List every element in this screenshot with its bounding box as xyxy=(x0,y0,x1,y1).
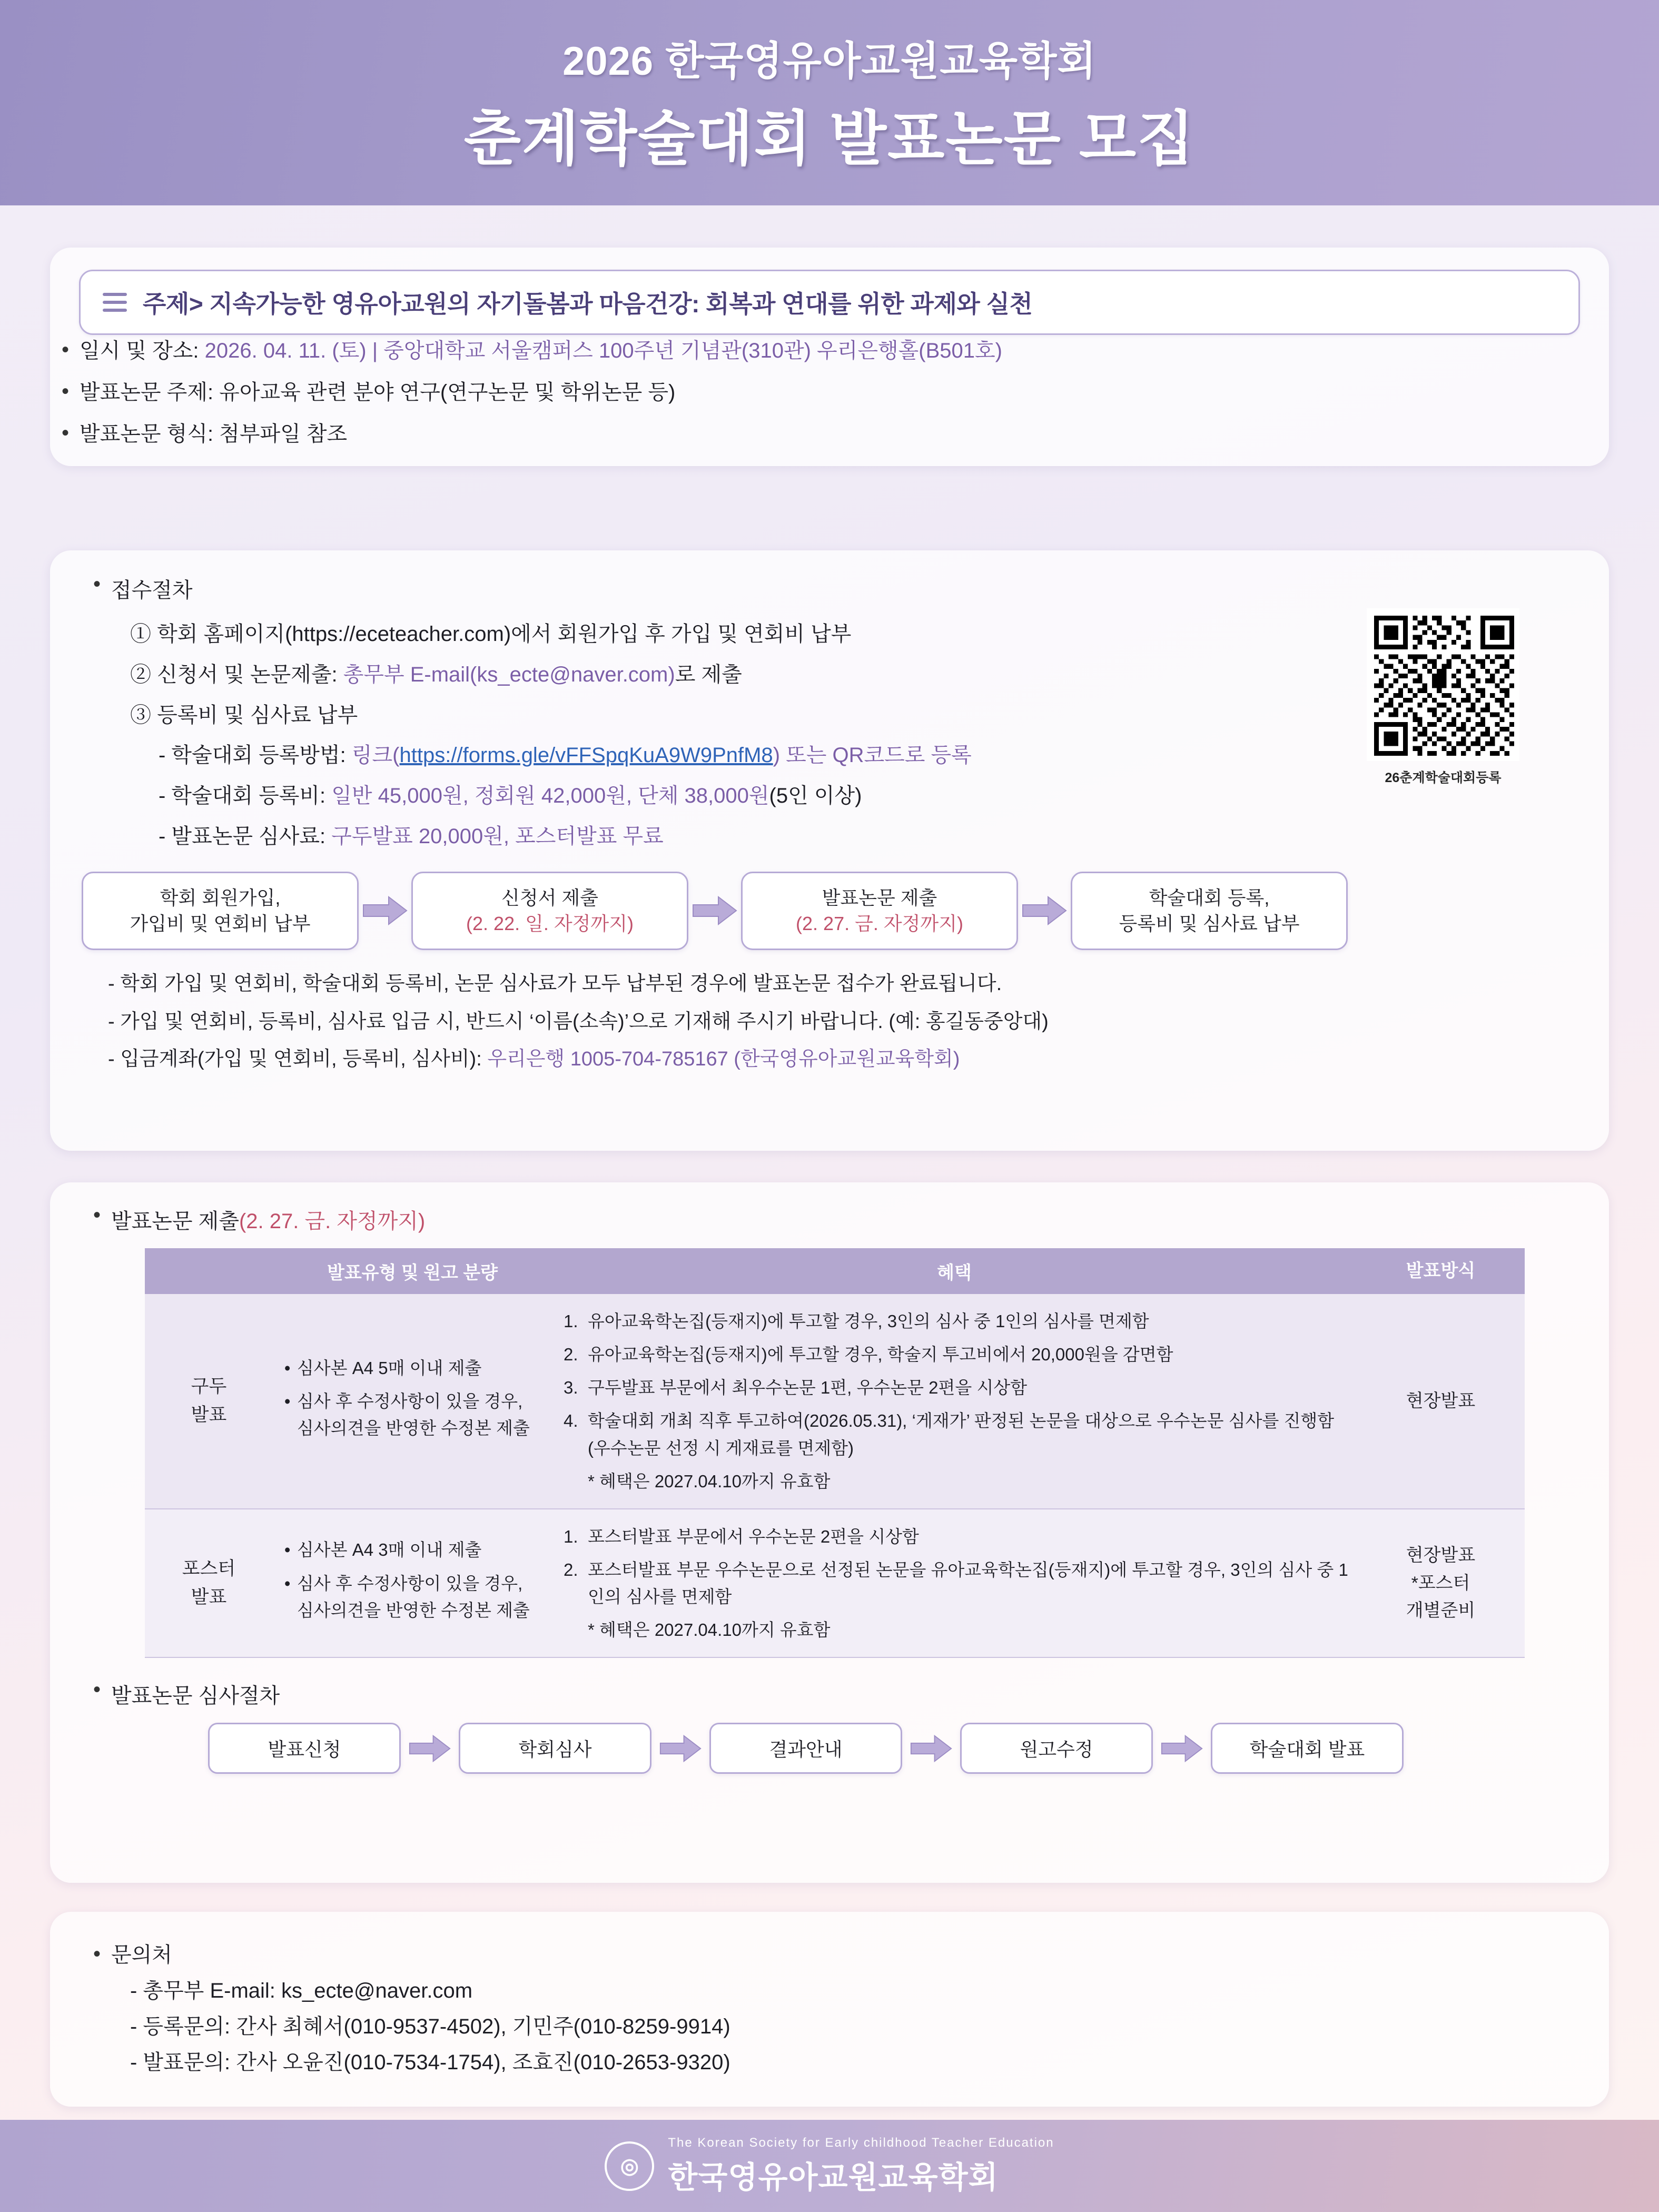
row1-benefit-3: 구두발표 부문에서 최우수논문 1편, 우수논문 2편을 시상함 xyxy=(588,1378,1028,1398)
submission-table xyxy=(145,1248,1525,1658)
table-header-row xyxy=(145,1248,1525,1294)
th-volume: 발표유형 및 원고 분량 xyxy=(273,1248,552,1294)
review-arrow-4-icon xyxy=(1153,1734,1211,1763)
apply-sub-register-post: ) 또는 QR코드로 등록 xyxy=(773,744,972,767)
apply-sub-fee-post: (5인 이상) xyxy=(769,784,862,808)
flow-step-3 xyxy=(741,872,1018,950)
review-arrow-1-icon xyxy=(401,1734,459,1763)
flow-step-1-line2: 가입비 및 연회비 납부 xyxy=(130,913,311,935)
qr-code-icon[interactable] xyxy=(1367,608,1519,761)
topic-bar xyxy=(79,270,1580,335)
apply-step-2-email: 총무부 E-mail(ks_ecte@naver.com) xyxy=(343,663,675,686)
flow-step-4-line2: 등록비 및 심사료 납부 xyxy=(1119,913,1300,935)
apply-step-2-post: 로 제출 xyxy=(675,663,742,686)
flow-arrow-1-icon xyxy=(359,895,411,926)
submission-title-deadline: (2. 27. 금. 자정까지) xyxy=(239,1210,426,1233)
review-arrow-3-icon xyxy=(902,1734,960,1763)
row1-volume xyxy=(273,1294,552,1509)
apply-account-value: 우리은행 1005-704-785167 (한국영유아교원교육학회) xyxy=(487,1048,960,1071)
row2-benefit-note: * 혜택은 2027.04.10까지 유효함 xyxy=(588,1620,831,1640)
apply-step-2-pre: ② 신청서 및 논문제출: xyxy=(130,663,343,686)
row2-volume-item-2: • 심사 후 수정사항이 있을 경우, 심사의견을 반영한 수정본 제출 xyxy=(281,1570,544,1624)
apply-sub-review-fee-value: 구두발표 20,000원, 포스터발표 무료 xyxy=(331,824,664,848)
review-step-3: 결과안내 xyxy=(709,1723,902,1774)
info-item-datetime xyxy=(50,335,1609,367)
row1-method: 현장발표 xyxy=(1357,1294,1525,1509)
apply-card xyxy=(50,550,1609,1151)
row1-benefit-note: * 혜택은 2027.04.10까지 유효함 xyxy=(588,1471,831,1491)
flow-step-3-line1: 발표논문 제출 xyxy=(822,886,937,908)
apply-step-1: ① 학회 홈페이지(https://eceteacher.com)에서 회원가입 후 가입 및 연회비 납부 xyxy=(130,623,852,646)
header-line1: 2026 한국영유아교원교육학회 xyxy=(562,39,1097,84)
flow-step-2 xyxy=(411,872,688,950)
row2-benefit-1: 포스터발표 부문에서 우수논문 2편을 시상함 xyxy=(588,1526,919,1546)
apply-flow xyxy=(82,872,1609,950)
topic-text: 주제> 지속가능한 영유아교원의 자기돌봄과 마음건강: 회복과 연대를 위한 과제와 실천 xyxy=(143,290,1033,318)
society-name-korean: 한국영유아교원교육학회 xyxy=(668,2160,999,2195)
info-list xyxy=(50,335,1609,450)
row1-volume-item-1: • 심사본 A4 5매 이내 제출 xyxy=(281,1355,544,1381)
apply-sub-review-fee xyxy=(159,819,1609,854)
contact-line-2: - 등록문의: 간사 최혜서(010-9537-4502), 기민주(010-8259-9914) xyxy=(130,2015,730,2038)
contact-line-3: - 발표문의: 간사 오윤진(010-7534-1754), 조효진(010-2653-9320) xyxy=(130,2051,730,2074)
row2-volume-item-1: • 심사본 A4 3매 이내 제출 xyxy=(281,1536,544,1563)
registration-form-link[interactable]: https://forms.gle/vFFSpqKuA9W9PnfM8 xyxy=(399,744,773,767)
row1-volume-item-2: • 심사 후 수정사항이 있을 경우, 심사의견을 반영한 수정본 제출 xyxy=(281,1388,544,1441)
th-benefit: 혜택 xyxy=(552,1248,1357,1294)
society-name-block xyxy=(668,2136,1054,2197)
row2-method: 현장발표 *포스터 개별준비 xyxy=(1357,1509,1525,1658)
flow-step-2-line2: (2. 22. 일. 자정까지) xyxy=(466,913,634,935)
info-label-datetime: 일시 및 장소: xyxy=(80,339,205,362)
flow-step-4-line1: 학술대회 등록, xyxy=(1149,886,1270,908)
contact-block xyxy=(50,1912,1609,2080)
review-flow xyxy=(208,1723,1609,1774)
apply-sub-register-linktext: 링크( xyxy=(351,744,400,767)
review-step-1: 발표신청 xyxy=(208,1723,401,1774)
poster-footer xyxy=(0,2120,1659,2212)
society-name-english: The Korean Society for Early childhood Teacher Education xyxy=(668,2135,1054,2150)
contact-heading: • 문의처 xyxy=(82,1937,1609,1973)
row1-benefit-2: 유아교육학논집(등재지)에 투고할 경우, 학술지 투고비에서 20,000원을 감면함 xyxy=(588,1345,1173,1365)
apply-note-1: - 학회 가입 및 연회비, 학술대회 등록비, 논문 심사료가 모두 납부된 경우에 발표논문 접수가 완료됩니다. xyxy=(108,973,1002,995)
flow-step-1-line1: 학회 회원가입, xyxy=(160,886,281,908)
qr-block xyxy=(1367,608,1519,786)
flow-step-1 xyxy=(82,872,359,950)
hamburger-icon xyxy=(103,293,127,312)
flow-step-2-line1: 신청서 제출 xyxy=(501,886,598,908)
table-row xyxy=(145,1294,1525,1509)
review-title: • 발표논문 심사절차 xyxy=(82,1679,1609,1709)
review-arrow-2-icon xyxy=(651,1734,709,1763)
flow-step-3-line2: (2. 27. 금. 자정까지) xyxy=(796,913,963,935)
submission-title xyxy=(82,1204,1609,1235)
info-value-datetime: 2026. 04. 11. (토) | 중앙대학교 서울캠퍼스 100주년 기념관(310관) 우리은행홀(B501호) xyxy=(204,339,1002,362)
row1-type: 구두 발표 xyxy=(145,1294,273,1509)
society-emblem-icon: ◎ xyxy=(605,2141,654,2191)
row1-benefit-4: 학술대회 개최 직후 투고하여(2026.05.31), ‘게재가’ 판정된 논문을 대상으로 우수논문 심사를 진행함(우수논문 선정 시 게재료를 면제함) xyxy=(588,1411,1335,1458)
th-blank xyxy=(145,1248,273,1294)
row1-benefits xyxy=(552,1294,1357,1509)
apply-sub-fee-value: 일반 45,000원, 정회원 42,000원, 단체 38,000원 xyxy=(331,784,769,808)
contact-card xyxy=(50,1912,1609,2107)
info-item-subject: • 발표논문 주제: 유아교육 관련 분야 연구(연구논문 및 학위논문 등) xyxy=(50,377,1609,409)
th-method: 발표방식 xyxy=(1357,1248,1525,1294)
qr-caption: 26춘계학술대회등록 xyxy=(1385,771,1502,785)
review-step-2: 학회심사 xyxy=(459,1723,651,1774)
flow-arrow-3-icon xyxy=(1018,895,1071,926)
review-step-4: 원고수정 xyxy=(960,1723,1153,1774)
row2-volume xyxy=(273,1509,552,1658)
apply-sub-register-pre: - 학술대회 등록방법: xyxy=(159,744,352,767)
poster-header xyxy=(0,0,1659,205)
row2-benefits xyxy=(552,1509,1357,1658)
table-row xyxy=(145,1509,1525,1658)
apply-account-pre: - 입금계좌(가입 및 연회비, 등록비, 심사비): xyxy=(108,1048,488,1071)
row1-benefit-1: 유아교육학논집(등재지)에 투고할 경우, 3인의 심사 중 1인의 심사를 면제함 xyxy=(588,1311,1149,1331)
info-item-format: • 발표논문 형식: 첨부파일 참조 xyxy=(50,418,1609,450)
submission-card xyxy=(50,1182,1609,1883)
apply-notes xyxy=(108,968,1609,1076)
row2-type: 포스터 발표 xyxy=(145,1509,273,1658)
flow-step-4 xyxy=(1071,872,1348,950)
review-step-5: 학술대회 발표 xyxy=(1211,1723,1404,1774)
submission-title-pre: 발표논문 제출 xyxy=(111,1210,239,1233)
contact-line-1: - 총무부 E-mail: ks_ecte@naver.com xyxy=(130,1979,473,2002)
topic-info-card xyxy=(50,248,1609,466)
header-line2: 춘계학술대회 발표논문 모집 xyxy=(463,106,1196,172)
apply-heading: • 접수절차 xyxy=(82,574,1609,604)
apply-step-3: ③ 등록비 및 심사료 납부 xyxy=(130,703,358,727)
apply-account xyxy=(108,1043,1609,1076)
flow-arrow-2-icon xyxy=(688,895,741,926)
apply-note-2: - 가입 및 연회비, 등록비, 심사료 입금 시, 반드시 ‘이름(소속)’으로 기재해 주시기 바랍니다. (예: 홍길동중앙대) xyxy=(108,1010,1049,1033)
apply-sub-fee-pre: - 학술대회 등록비: xyxy=(159,784,332,808)
apply-sub-review-fee-pre: - 발표논문 심사료: xyxy=(159,824,332,848)
row2-benefit-2: 포스터발표 부문 우수논문으로 선정된 논문을 유아교육학논집(등재지)에 투고할 경우, 3인의 심사 중 1인의 심사를 면제함 xyxy=(588,1559,1348,1607)
